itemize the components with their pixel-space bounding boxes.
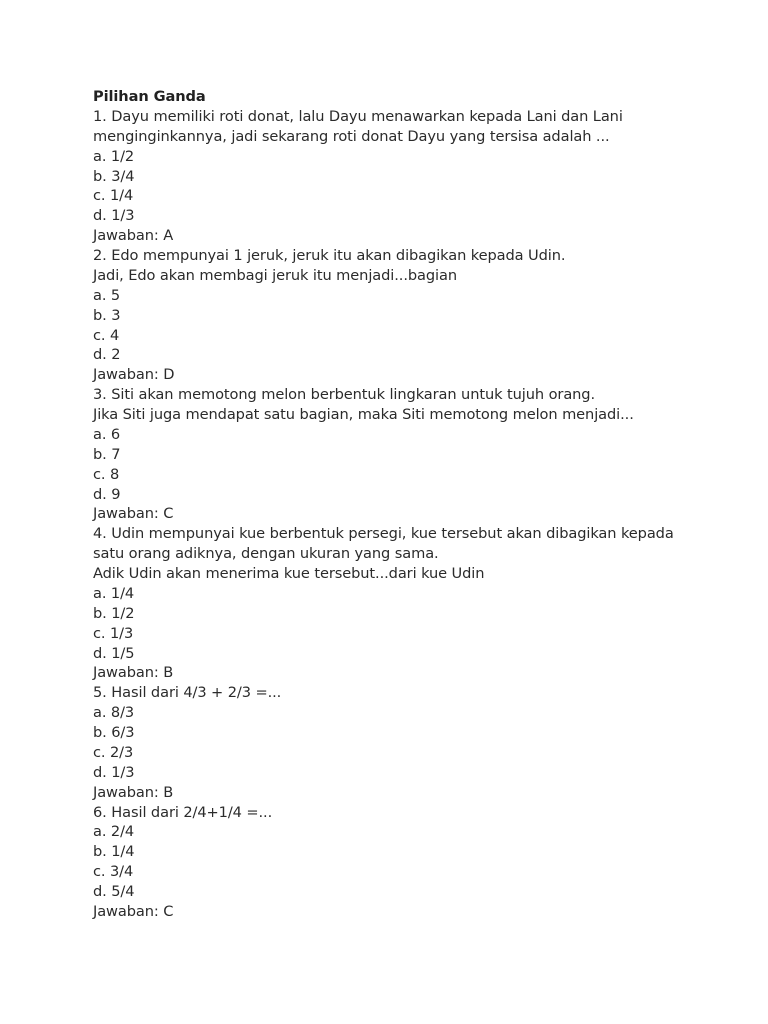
answer-line: Jawaban: B: [93, 783, 174, 801]
option-a: a. 1/2: [93, 147, 135, 165]
question-block: [93, 246, 693, 385]
question-block: [93, 524, 693, 683]
question-text: Jadi, Edo akan membagi jeruk itu menjadi...bagian: [93, 266, 457, 284]
question-block: [93, 803, 693, 922]
answer-line: Jawaban: B: [93, 664, 174, 682]
question-text: menginginkannya, jadi sekarang roti donat Dayu yang tersisa adalah ...: [93, 127, 610, 145]
option-c: c. 4: [93, 326, 120, 344]
option-d: d. 1/3: [93, 207, 135, 225]
option-d: d. 1/3: [93, 763, 135, 781]
answer-line: Jawaban: D: [93, 366, 175, 384]
option-a: a. 6: [93, 425, 121, 443]
option-c: c. 2/3: [93, 743, 134, 761]
option-a: a. 2/4: [93, 823, 135, 841]
answer-line: Jawaban: C: [93, 902, 174, 920]
option-c: c. 8: [93, 465, 120, 483]
question-text: satu orang adiknya, dengan ukuran yang sama.: [93, 545, 439, 563]
option-a: a. 8/3: [93, 704, 135, 722]
option-a: a. 5: [93, 286, 121, 304]
document-title: Pilihan Ganda: [93, 88, 206, 105]
question-block: [93, 385, 693, 524]
option-c: c. 1/3: [93, 624, 134, 642]
question-block: [93, 683, 693, 802]
answer-line: Jawaban: C: [93, 505, 174, 523]
question-block: [93, 107, 693, 246]
option-d: d. 9: [93, 485, 121, 503]
question-text: Jika Siti juga mendapat satu bagian, maka Siti memotong melon menjadi...: [93, 406, 634, 423]
question-text: 2. Edo mempunyai 1 jeruk, jeruk itu akan dibagikan kepada Udin.: [93, 247, 566, 264]
option-b: b. 3: [93, 306, 121, 324]
question-text: 6. Hasil dari 2/4+1/4 =...: [93, 803, 273, 821]
option-d: d. 5/4: [93, 883, 135, 900]
question-text: 4. Udin mempunyai kue berbentuk persegi, kue tersebut akan dibagikan kepada: [93, 525, 674, 543]
option-c: c. 1/4: [93, 187, 134, 205]
question-text: 5. Hasil dari 4/3 + 2/3 =...: [93, 684, 282, 702]
answer-line: Jawaban: A: [93, 227, 174, 245]
question-text: Adik Udin akan menerima kue tersebut...dari kue Udin: [93, 565, 485, 582]
option-b: b. 1/2: [93, 604, 135, 622]
option-b: b. 6/3: [93, 724, 135, 741]
document-page: [93, 87, 693, 922]
option-b: b. 1/4: [93, 843, 135, 861]
option-a: a. 1/4: [93, 584, 135, 602]
question-text: 3. Siti akan memotong melon berbentuk lingkaran untuk tujuh orang.: [93, 386, 596, 404]
question-text: 1. Dayu memiliki roti donat, lalu Dayu menawarkan kepada Lani dan Lani: [93, 107, 623, 125]
option-d: d. 2: [93, 346, 121, 364]
option-b: b. 7: [93, 445, 121, 463]
option-b: b. 3/4: [93, 167, 135, 185]
option-d: d. 1/5: [93, 644, 135, 662]
option-c: c. 3/4: [93, 863, 134, 881]
